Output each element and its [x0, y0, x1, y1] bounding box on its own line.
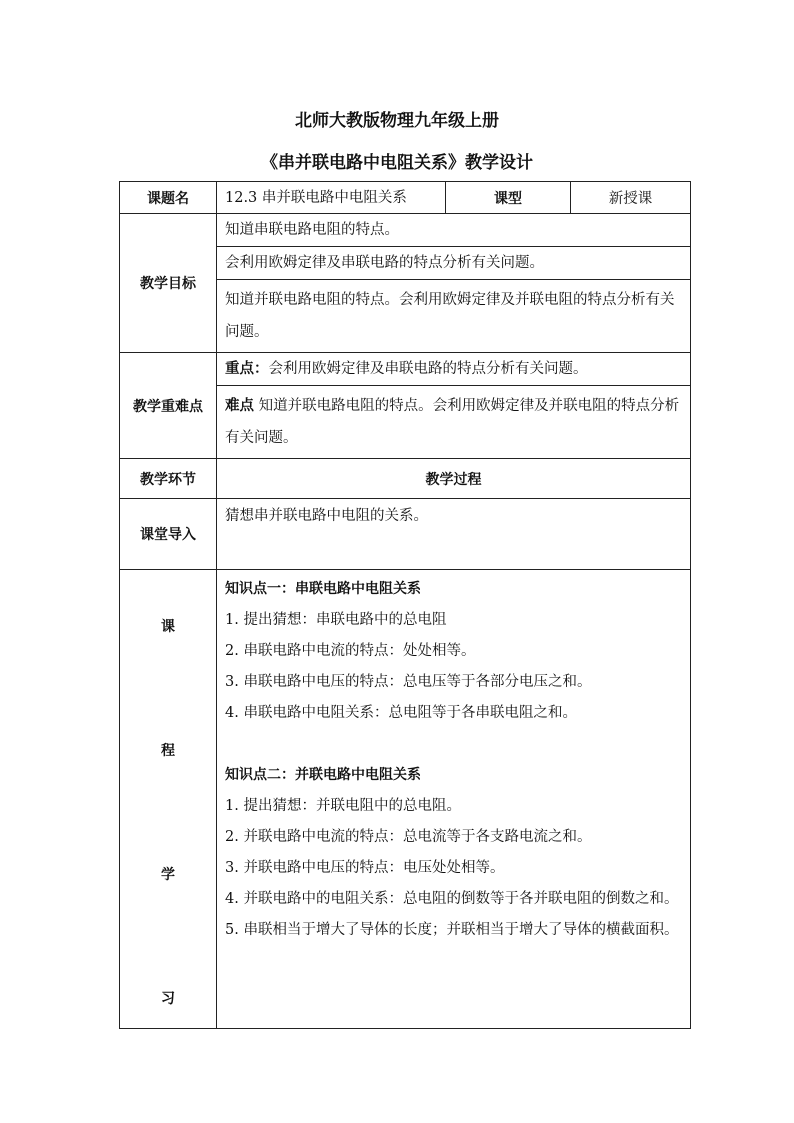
document-subtitle: 《串并联电路中电阻关系》教学设计 — [261, 153, 533, 173]
topic-value: 12.3 串并联电路中电阻关系 — [217, 182, 446, 214]
goal-row-1 — [120, 214, 691, 247]
section2-item: 3. 并联电路中电压的特点：电压处处相等。 — [225, 860, 505, 876]
course-char: 习 — [161, 991, 175, 1007]
course-row — [120, 570, 691, 1029]
course-label — [120, 570, 217, 1029]
section1-item: 1. 提出猜想：串联电路中的总电阻 — [225, 612, 447, 628]
key-row-1 — [120, 353, 691, 386]
key-label: 教学重难点 — [120, 353, 217, 459]
section2-title: 知识点二：并联电路中电阻关系 — [225, 767, 421, 783]
course-char: 课 — [161, 619, 175, 635]
section2-item: 1. 提出猜想：并联电阻中的总电阻。 — [225, 798, 461, 814]
section2-item: 2. 并联电路中电流的特点：总电流等于各支路电流之和。 — [225, 829, 592, 845]
intro-text: 猜想串并联电路中电阻的关系。 — [217, 499, 691, 570]
key-point — [217, 353, 691, 386]
process-label: 教学过程 — [217, 459, 691, 499]
key-point-label: 重点： — [225, 361, 269, 377]
goal-item: 会利用欧姆定律及串联电路的特点分析有关问题。 — [217, 247, 691, 280]
section2-item: 5. 串联相当于增大了导体的长度；并联相当于增大了导体的横截面积。 — [225, 922, 679, 938]
document-title: 北师大教版物理九年级上册 — [295, 111, 499, 131]
section1-item: 3. 串联电路中电压的特点：总电压等于各部分电压之和。 — [225, 674, 592, 690]
section1-item: 2. 串联电路中电流的特点：处处相等。 — [225, 643, 476, 659]
section2-item: 4. 并联电路中的电阻关系：总电阻的倒数等于各并联电阻的倒数之和。 — [225, 891, 679, 907]
type-value: 新授课 — [571, 182, 691, 214]
goal-item: 知道串联电路电阻的特点。 — [217, 214, 691, 247]
intro-row — [120, 499, 691, 570]
type-label: 课型 — [446, 182, 571, 214]
course-char: 程 — [161, 743, 175, 759]
topic-row — [120, 182, 691, 214]
intro-label: 课堂导入 — [120, 499, 217, 570]
spacer — [225, 729, 682, 760]
lesson-plan-table — [119, 181, 691, 1029]
difficult-point-text: 知道并联电路电阻的特点。会利用欧姆定律及并联电阻的特点分析有关问题。 — [225, 398, 680, 446]
section1-item: 4. 串联电路中电阻关系：总电阻等于各串联电阻之和。 — [225, 705, 577, 721]
difficult-point-label: 难点 — [225, 398, 254, 414]
topic-label: 课题名 — [120, 182, 217, 214]
section1-title: 知识点一：串联电路中电阻关系 — [225, 581, 421, 597]
stage-header-row — [120, 459, 691, 499]
stage-label: 教学环节 — [120, 459, 217, 499]
goals-label: 教学目标 — [120, 214, 217, 353]
goal-item: 知道并联电路电阻的特点。会利用欧姆定律及并联电阻的特点分析有关问题。 — [217, 280, 691, 353]
course-content — [217, 570, 691, 1029]
difficult-point — [217, 386, 691, 459]
course-char: 学 — [161, 867, 175, 883]
key-point-text: 会利用欧姆定律及串联电路的特点分析有关问题。 — [268, 361, 588, 377]
